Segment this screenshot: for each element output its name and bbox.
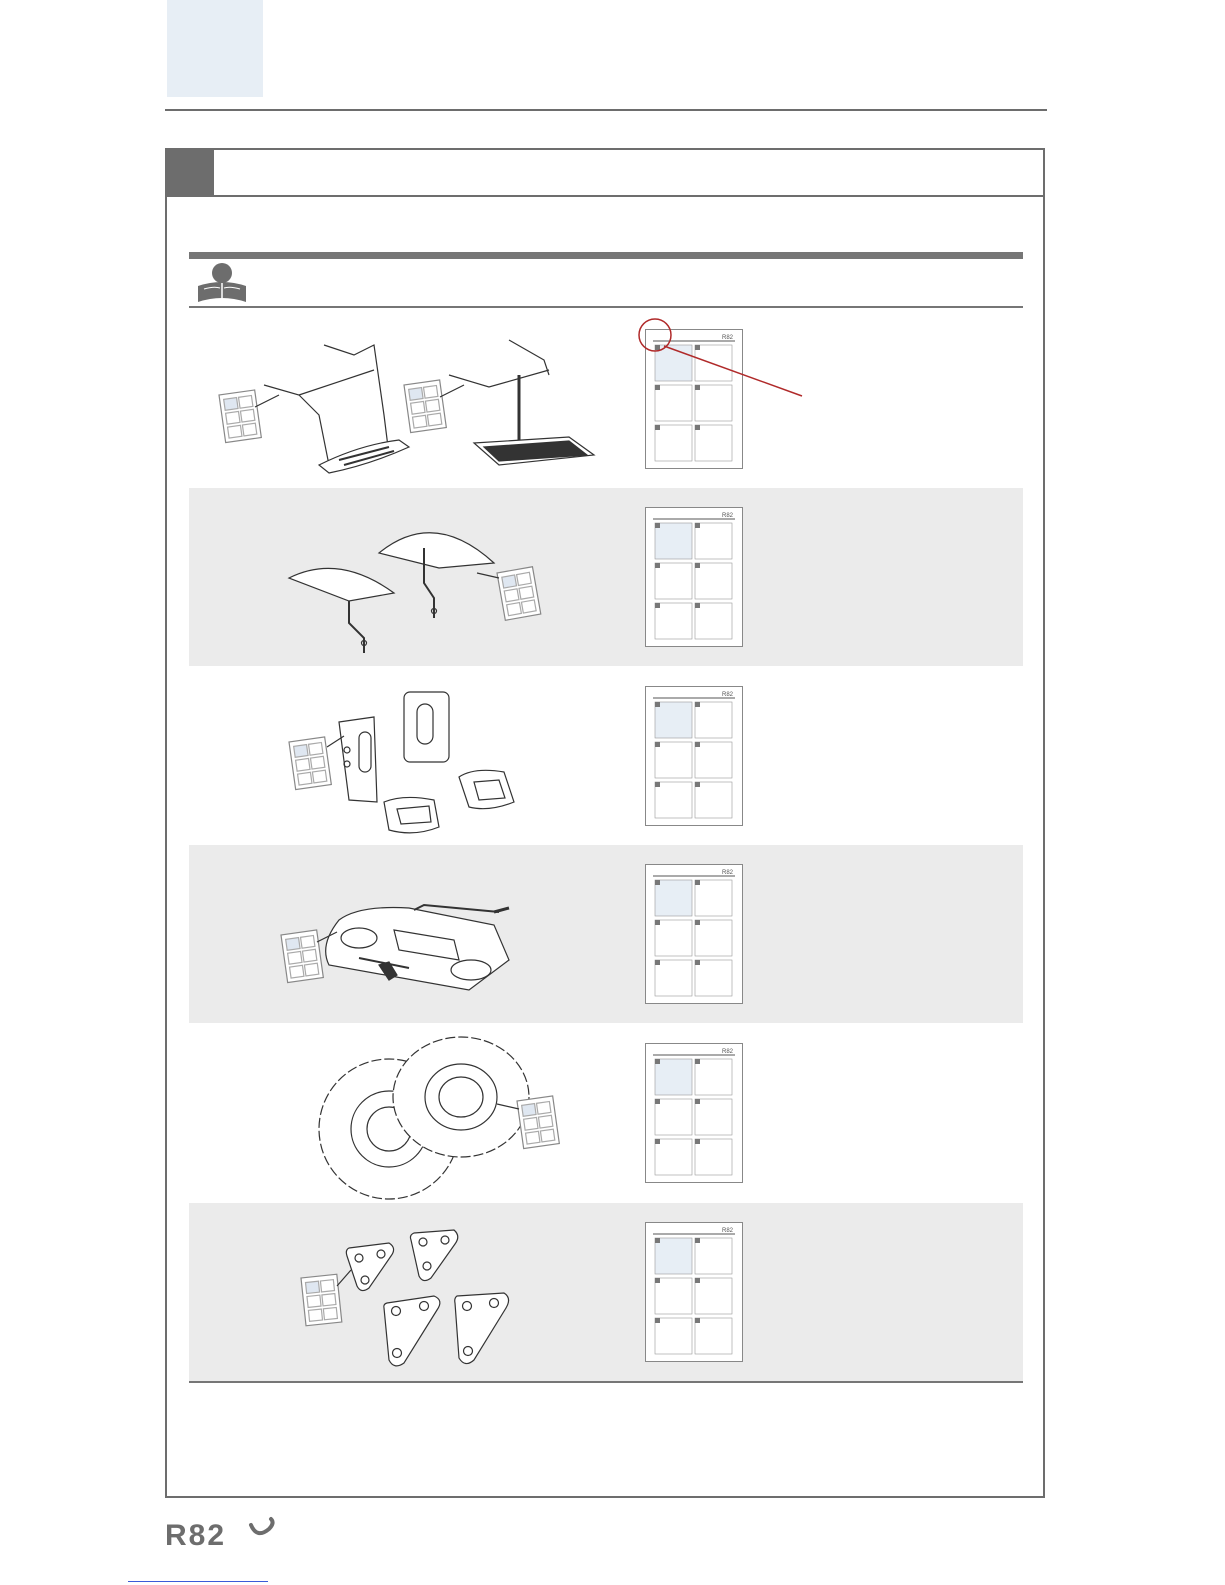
instruction-thumbnail bbox=[645, 1222, 743, 1362]
svg-text:R82: R82 bbox=[721, 870, 733, 876]
footer-link-underline bbox=[128, 1581, 268, 1582]
svg-text:R82: R82 bbox=[721, 1228, 733, 1234]
table-row-footrest-frames bbox=[189, 310, 1023, 488]
instruction-thumbnail bbox=[645, 864, 743, 1004]
r82-logo bbox=[165, 1515, 285, 1551]
table-bottom-rule bbox=[189, 1381, 1023, 1383]
table-row-calf-pads bbox=[189, 488, 1023, 666]
instruction-thumbnail bbox=[645, 507, 743, 647]
instruction-sheet-mini bbox=[219, 390, 261, 443]
table-top-bar bbox=[189, 252, 1023, 259]
table-row-footplate bbox=[189, 845, 1023, 1023]
frame-header bbox=[167, 150, 1043, 197]
svg-text:R82: R82 bbox=[721, 513, 733, 519]
footrest-frames-illustration bbox=[209, 315, 629, 485]
instruction-thumbnail bbox=[645, 1043, 743, 1183]
table-row-triangle-plates bbox=[189, 1203, 1023, 1381]
svg-text:R82: R82 bbox=[721, 335, 733, 341]
table-row-wheel-discs bbox=[189, 1024, 1023, 1202]
instruction-thumbnail bbox=[645, 686, 743, 826]
table-header-rule bbox=[189, 306, 1023, 308]
wheel-discs-illustration bbox=[209, 1029, 629, 1199]
svg-text:R82: R82 bbox=[721, 1049, 733, 1055]
callout-marker bbox=[630, 318, 820, 408]
top-rule bbox=[165, 109, 1047, 111]
calf-pads-illustration bbox=[209, 493, 629, 663]
table-row-brackets bbox=[189, 667, 1023, 845]
top-accent-tab bbox=[167, 0, 263, 97]
svg-text:R82: R82 bbox=[721, 692, 733, 698]
logo-text: R82 bbox=[165, 1519, 227, 1552]
brackets-illustration bbox=[209, 672, 629, 842]
reading-person-icon bbox=[192, 262, 252, 304]
triangle-plates-illustration bbox=[209, 1208, 629, 1378]
footplate-illustration bbox=[209, 850, 629, 1020]
section-number-square bbox=[167, 150, 214, 197]
